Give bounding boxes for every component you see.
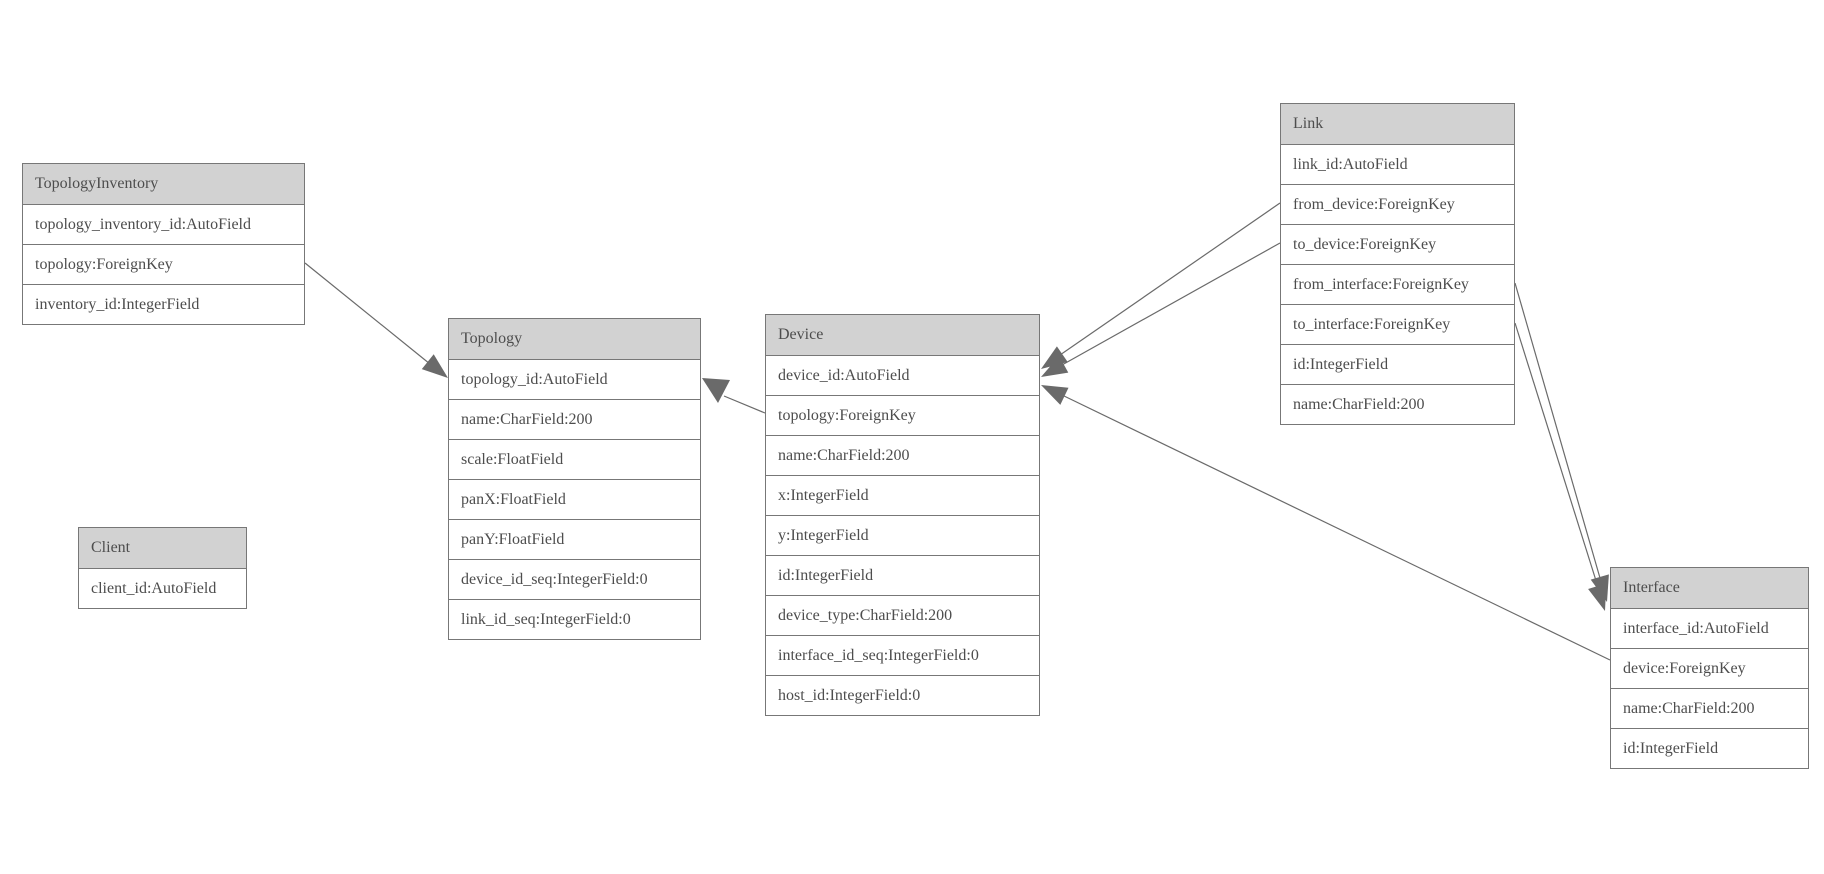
- entity-topology: [448, 318, 701, 640]
- entity-header-link: Link: [1281, 104, 1514, 144]
- field-row: inventory_id:IntegerField: [23, 284, 304, 324]
- entity-link: [1280, 103, 1515, 425]
- field-row: device:ForeignKey: [1611, 648, 1808, 688]
- field-row: topology:ForeignKey: [23, 244, 304, 284]
- entity-header-client: Client: [79, 528, 246, 568]
- field-row: name:CharField:200: [766, 435, 1039, 475]
- arrowhead-icon: [1041, 346, 1068, 369]
- edge-topologyinventory-topology: [305, 263, 448, 378]
- entity-header-topology: Topology: [449, 319, 700, 359]
- edge-device-topology: [702, 378, 765, 413]
- field-row: device_id:AutoField: [766, 355, 1039, 395]
- field-row: host_id:IntegerField:0: [766, 675, 1039, 715]
- entity-topology-inventory: [22, 163, 305, 325]
- field-row: device_id_seq:IntegerField:0: [449, 559, 700, 599]
- field-row: interface_id_seq:IntegerField:0: [766, 635, 1039, 675]
- arrowhead-icon: [422, 354, 448, 378]
- edge-link-tointerface-interface: [1515, 323, 1606, 611]
- edge-interface-device: [1041, 385, 1610, 660]
- field-row: client_id:AutoField: [79, 568, 246, 608]
- arrowhead-icon: [1041, 385, 1069, 405]
- entity-header-topology-inventory: TopologyInventory: [23, 164, 304, 204]
- entity-header-interface: Interface: [1611, 568, 1808, 608]
- field-row: panX:FloatField: [449, 479, 700, 519]
- field-row: device_type:CharField:200: [766, 595, 1039, 635]
- field-row: scale:FloatField: [449, 439, 700, 479]
- field-row: name:CharField:200: [1281, 384, 1514, 424]
- field-row: link_id_seq:IntegerField:0: [449, 599, 700, 639]
- arrowhead-icon: [1588, 583, 1606, 611]
- arrowhead-icon: [702, 378, 730, 403]
- field-row: to_device:ForeignKey: [1281, 224, 1514, 264]
- entity-header-device: Device: [766, 315, 1039, 355]
- field-row: from_interface:ForeignKey: [1281, 264, 1514, 304]
- arrowhead-icon: [1041, 356, 1068, 377]
- field-row: panY:FloatField: [449, 519, 700, 559]
- edge-link-frominterface-interface: [1515, 283, 1609, 602]
- field-row: to_interface:ForeignKey: [1281, 304, 1514, 344]
- field-row: topology:ForeignKey: [766, 395, 1039, 435]
- edge-link-todevice-device: [1041, 243, 1280, 377]
- field-row: id:IntegerField: [1281, 344, 1514, 384]
- field-row: from_device:ForeignKey: [1281, 184, 1514, 224]
- field-row: interface_id:AutoField: [1611, 608, 1808, 648]
- field-row: topology_inventory_id:AutoField: [23, 204, 304, 244]
- field-row: link_id:AutoField: [1281, 144, 1514, 184]
- entity-client: [78, 527, 247, 609]
- field-row: y:IntegerField: [766, 515, 1039, 555]
- field-row: name:CharField:200: [449, 399, 700, 439]
- field-row: id:IntegerField: [1611, 728, 1808, 768]
- edge-link-fromdevice-device: [1041, 203, 1280, 369]
- field-row: topology_id:AutoField: [449, 359, 700, 399]
- field-row: id:IntegerField: [766, 555, 1039, 595]
- field-row: name:CharField:200: [1611, 688, 1808, 728]
- arrowhead-icon: [1591, 574, 1609, 602]
- entity-interface: [1610, 567, 1809, 769]
- entity-device: [765, 314, 1040, 716]
- field-row: x:IntegerField: [766, 475, 1039, 515]
